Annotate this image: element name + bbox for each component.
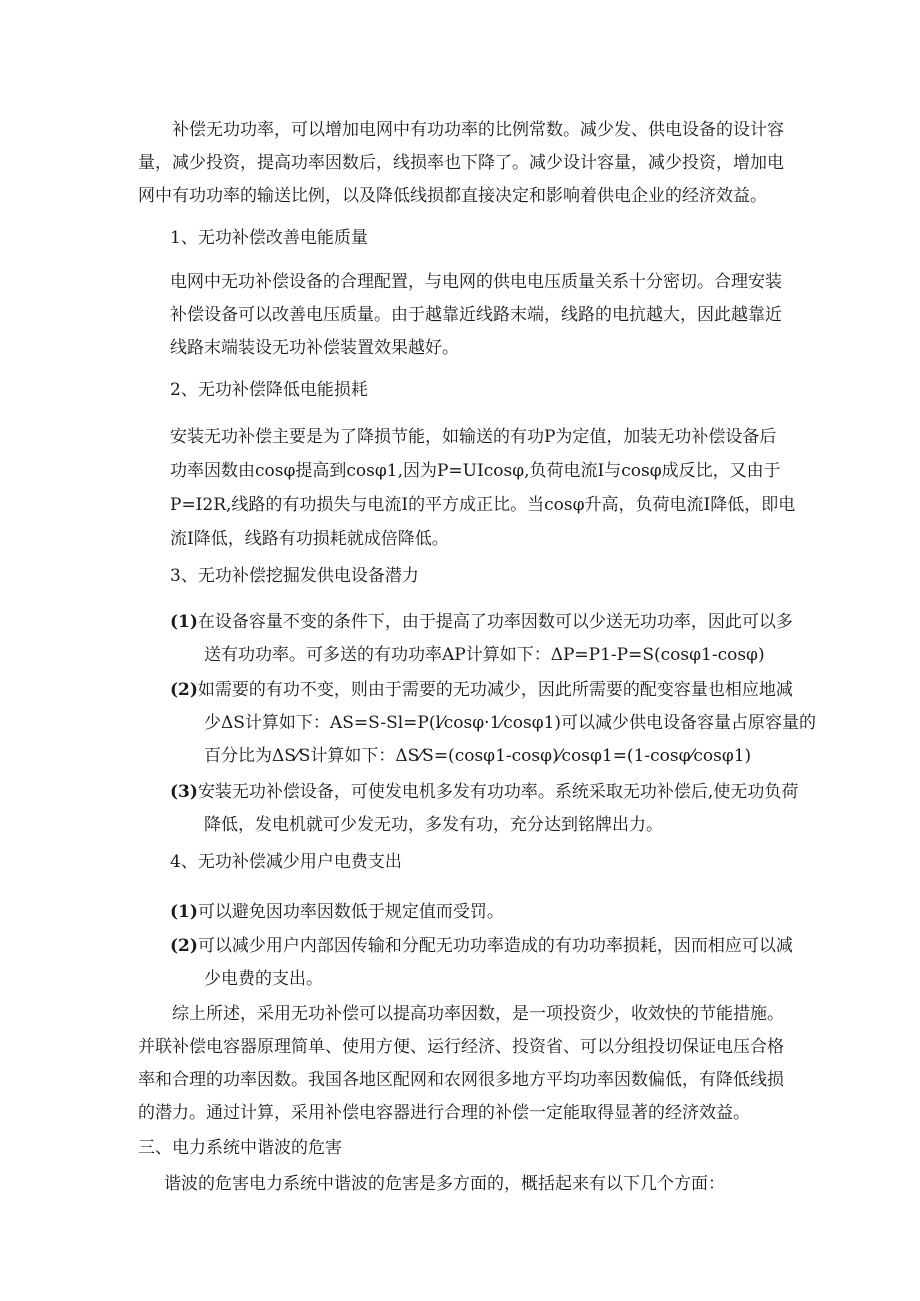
list-text: 可以避免因功率因数低于规定值而受罚。 bbox=[197, 902, 504, 922]
section-2-paragraph bbox=[170, 420, 795, 556]
list-text: 安装无功补偿设备，可使发电机多发有功功率。系统采取无功补偿后,使无功负荷 bbox=[197, 782, 799, 802]
section-3 bbox=[170, 560, 419, 593]
paragraph-line: 网中有功功率的输送比例，以及降低线损都直接决定和影响着供电企业的经济效益。 bbox=[138, 186, 767, 206]
list-text: 降低，发电机就可少发无功，多发有功，充分达到铭牌出力。 bbox=[204, 815, 663, 835]
paragraph-line: 谐波的危害电力系统中谐波的危害是多方面的，概括起来有以下几个方面： bbox=[164, 1174, 725, 1194]
list-text: 少电费的支出。 bbox=[204, 969, 323, 989]
list-item bbox=[170, 930, 793, 996]
list-number: (3) bbox=[170, 782, 198, 802]
section-heading: 三、电力系统中谐波的危害 bbox=[138, 1138, 342, 1158]
paragraph-line: 的潜力。通过计算，采用补偿电容器进行合理的补偿一定能取得显著的经济效益。 bbox=[138, 1103, 750, 1123]
list-number: (1) bbox=[170, 612, 198, 632]
list-text: 送有功功率。可多送的有功功率AP计算如下：ΔP=P1-P=S(cosφ1-cosφ) bbox=[204, 645, 765, 665]
paragraph-line: 安装无功补偿主要是为了降损节能，如输送的有功P为定值，加装无功补偿设备后 bbox=[170, 427, 777, 447]
list-item bbox=[170, 606, 793, 672]
list-text: 少ΔS计算如下：AS=S-Sl=P(l⁄cosφ·1⁄cosφ1)可以减少供电设备容量占原容量的 bbox=[204, 713, 817, 733]
list-text: 如需要的有功不变，则由于需要的无功减少，因此所需要的配变容量也相应地减 bbox=[197, 680, 793, 700]
intro-paragraph bbox=[138, 114, 784, 213]
section-1 bbox=[170, 222, 368, 255]
list-number: (1) bbox=[170, 902, 198, 922]
paragraph-line: 量，减少投资，提高功率因数后，线损率也下降了。减少设计容量，减少投资，增加电 bbox=[138, 153, 784, 173]
section-heading: 1、无功补偿改善电能质量 bbox=[170, 228, 368, 248]
section-5-paragraph bbox=[138, 1168, 725, 1201]
list-text: 百分比为ΔS⁄S计算如下：ΔS⁄S=(cosφ1-cosφ)⁄cosφ1=(1-cosφ⁄cosφ1) bbox=[204, 746, 752, 766]
list-item bbox=[170, 776, 798, 842]
paragraph-line: 流I降低，线路有功损耗就成倍降低。 bbox=[170, 529, 449, 549]
list-number: (2) bbox=[170, 936, 198, 956]
paragraph-line: 率和合理的功率因数。我国各地区配网和农网很多地方平均功率因数偏低，有降低线损 bbox=[138, 1070, 784, 1090]
paragraph-line: 补偿无功功率，可以增加电网中有功功率的比例常数。减少发、供电设备的设计容 bbox=[172, 120, 784, 140]
section-heading: 2、无功补偿降低电能损耗 bbox=[170, 380, 368, 400]
summary-paragraph bbox=[138, 998, 784, 1130]
paragraph-line: 电网中无功补偿设备的合理配置，与电网的供电电压质量关系十分密切。合理安装 bbox=[170, 272, 782, 292]
list-text: 可以减少用户内部因传输和分配无功功率造成的有功功率损耗，因而相应可以减 bbox=[197, 936, 793, 956]
paragraph-line: 功率因数由cosφ提高到cosφ1,因为P=UIcosφ,负荷电流I与cosφ成反比，又由于 bbox=[170, 461, 781, 481]
section-1-paragraph bbox=[170, 266, 782, 365]
list-item bbox=[170, 896, 504, 929]
section-4 bbox=[170, 846, 402, 879]
paragraph-line: P=I2R,线路的有功损失与电流I的平方成正比。当cosφ升高，负荷电流I降低，即电 bbox=[170, 495, 796, 515]
section-heading: 3、无功补偿挖掘发供电设备潜力 bbox=[170, 566, 419, 586]
paragraph-line: 并联补偿电容器原理简单、使用方便、运行经济、投资省、可以分组投切保证电压合格 bbox=[138, 1037, 784, 1057]
list-number: (2) bbox=[170, 680, 198, 700]
section-heading: 4、无功补偿减少用户电费支出 bbox=[170, 852, 402, 872]
paragraph-line: 综上所述，采用无功补偿可以提高功率因数，是一项投资少，收效快的节能措施。 bbox=[172, 1004, 784, 1024]
list-text: 在设备容量不变的条件下，由于提高了功率因数可以少送无功功率，因此可以多 bbox=[197, 612, 793, 632]
section-5 bbox=[138, 1132, 342, 1165]
paragraph-line: 补偿设备可以改善电压质量。由于越靠近线路末端，线路的电抗越大，因此越靠近 bbox=[170, 305, 782, 325]
list-item bbox=[170, 674, 816, 773]
paragraph-line: 线路末端装设无功补偿装置效果越好。 bbox=[170, 338, 459, 358]
section-2 bbox=[170, 374, 368, 407]
